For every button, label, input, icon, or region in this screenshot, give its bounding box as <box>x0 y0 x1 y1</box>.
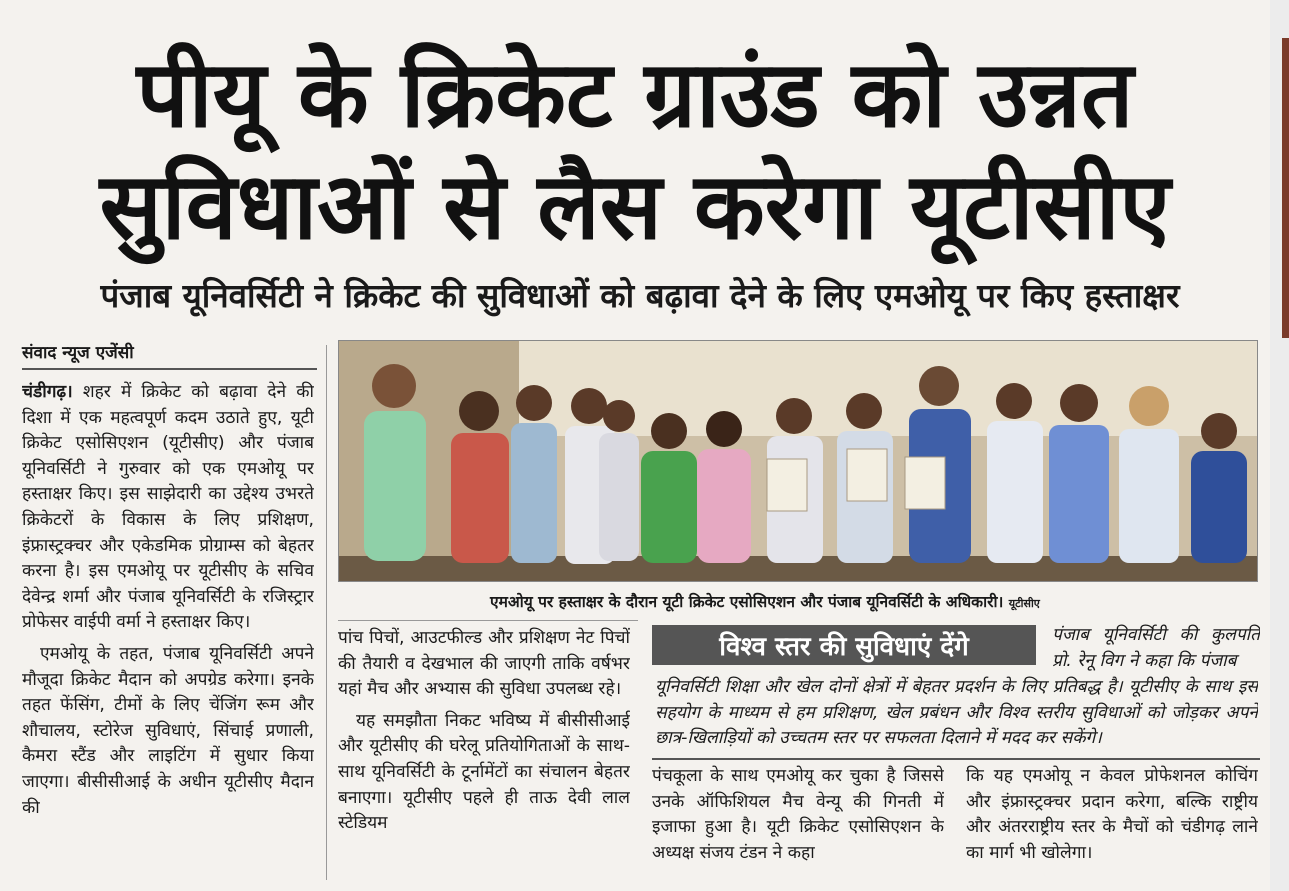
column-1-paragraph-1: शहर में क्रिकेट को बढ़ावा देने की दिशा में एक महत्वपूर्ण कदम उठाते हुए, यूटी क्रिकेट एसोसिएशन (यूटीसीए) और पंजाब यूनिवर्सिटी ने गुरुवार को एक एमओयू पर हस्ताक्षर किए। इस साझेदारी का उद्देश्य उभरते क्रिकेटरों के विकास के लिए प्रशिक्षण, इंफ्रास्ट्रक्चर और एकेडमिक प्रोग्राम्स को बेहतर करना है। इस एमओयू पर यूटीसीए के सचिव देवेन्द्र शर्मा और पंजाब यूनिवर्सिटी के रजिस्ट्रार प्रोफेसर वाईपी वर्मा ने हस्ताक्षर किए। <box>22 382 314 633</box>
headline-line-2: सुविधाओं से लैस करेगा यूटीसीए <box>99 153 1171 260</box>
news-photo <box>338 340 1258 582</box>
photo-credit: यूटीसीए <box>1008 597 1040 610</box>
column-2 <box>338 626 630 876</box>
column-3-paragraph-1: पंचकूला के साथ एमओयू कर चुका है जिससे उनके ऑफिशियल मैच वेन्यू की गिनती में इजाफा हुआ है। यूटी क्रिकेट एसोसिएशन के अध्यक्ष संजय टंडन ने कहा <box>652 766 944 863</box>
adjacent-photo-edge <box>1282 38 1289 338</box>
byline: संवाद न्यूज एजेंसी <box>22 343 134 363</box>
byline-rule <box>22 368 317 370</box>
column-4-paragraph-1: कि यह एमओयू न केवल प्रोफेशनल कोचिंग और इंफ्रास्ट्रक्चर प्रदान करेगा, बल्कि राष्ट्रीय और अंतरराष्ट्रीय स्तर के मैचों को चंडीगढ़ लाने का मार्ग भी खोलेगा। <box>966 766 1258 863</box>
photo-caption <box>490 590 1040 612</box>
officials-group-photo <box>339 341 1257 581</box>
adjacent-page-strip <box>1270 0 1289 891</box>
dateline: चंडीगढ़। <box>22 382 73 402</box>
column-1-paragraph-2: एमओयू के तहत, पंजाब यूनिवर्सिटी अपने मौजूदा क्रिकेट मैदान को अपग्रेड करेगा। इनके तहत फेंसिंग, टीमों के लिए चेंजिंग रूम और शौचालय, स्टोरेज सुविधाएं, सिंचाई प्रणाली, कैमरा स्टैंड और लाइटिंग में सुधार किया जाएगा। बीसीसीआई के अधीन यूटीसीए मैदान की <box>22 643 314 818</box>
column-1 <box>22 380 314 880</box>
box-heading: विश्व स्तर की सुविधाएं देंगे <box>652 625 1036 665</box>
column-divider <box>326 345 327 880</box>
subheadline: पंजाब यूनिवर्सिटी ने क्रिकेट की सुविधाओं को बढ़ावा देने के लिए एमओयू पर किए हस्ताक्षर <box>100 276 1180 315</box>
box-intro: पंजाब यूनिवर्सिटी की कुलपति प्रो. रेनू विग ने कहा कि पंजाब <box>1052 625 1260 671</box>
column-4 <box>966 764 1258 879</box>
box-quote: यूनिवर्सिटी शिक्षा और खेल दोनों क्षेत्रों में बेहतर प्रदर्शन के लिए प्रतिबद्ध है। यूटीसीए के साथ इस सहयोग के माध्यम से हम प्रशिक्षण, खेल प्रबंधन और विश्व स्तरीय सुविधाओं को जोड़कर अपने छात्र-खिलाड़ियों को उच्चतम स्तर पर सफलता दिलाने में मदद कर सकेंगे। <box>655 677 1258 749</box>
box-bottom-rule <box>652 758 1260 760</box>
column-2-rule <box>338 620 638 621</box>
column-2-paragraph-2: यह समझौता निकट भविष्य में बीसीसीआई और यूटीसीए की घरेलू प्रतियोगिताओं के साथ-साथ यूनिवर्सिटी के टूर्नामेंटों का संचालन बेहतर बनाएगा। यूटीसीए पहले ही ताऊ देवी लाल स्टेडियम <box>338 710 630 834</box>
caption-text: एमओयू पर हस्ताक्षर के दौरान यूटी क्रिकेट एसोसिएशन और पंजाब यूनिवर्सिटी के अधिकारी। <box>490 593 1004 611</box>
column-3 <box>652 764 944 879</box>
column-2-paragraph-1: पांच पिचों, आउटफील्ड और प्रशिक्षण नेट पिचों की तैयारी व देखभाल की जाएगी ताकि वर्षभर यहां मैच और अभ्यास की सुविधा उपलब्ध रहे। <box>338 628 630 700</box>
headline-line-1: पीयू के क्रिकेट ग्राउंड को उन्नत <box>136 41 1134 148</box>
